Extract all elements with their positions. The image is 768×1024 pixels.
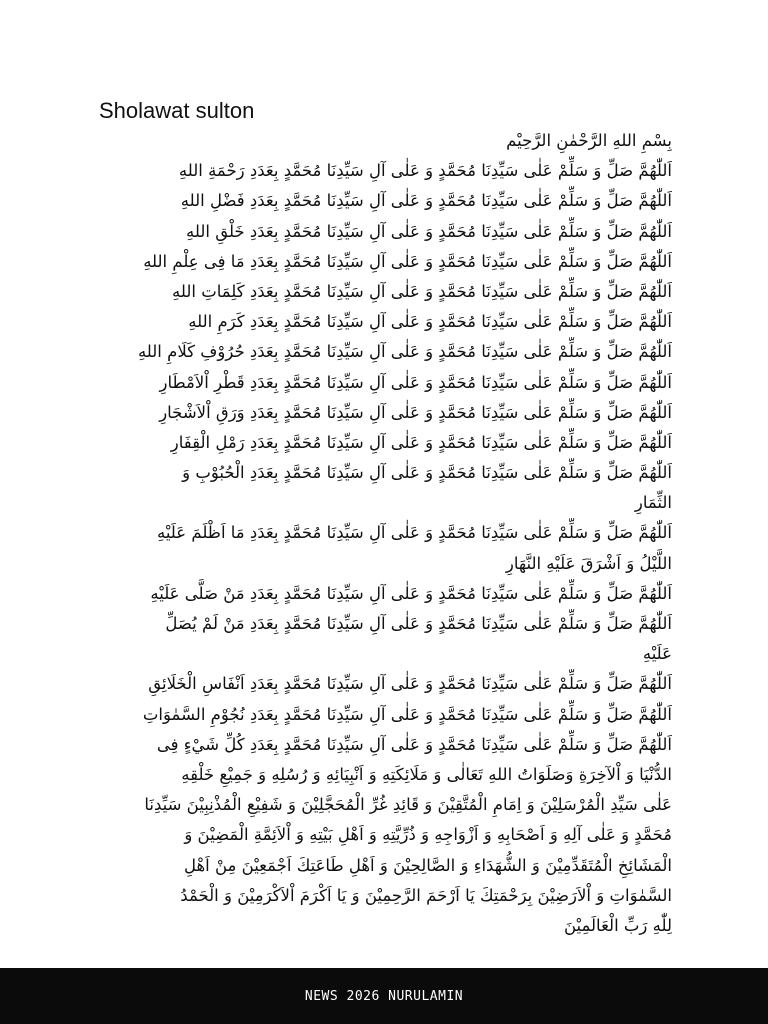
- arabic-line: اَللّٰهُمَّ صَلِّ وَ سَلِّمْ عَلٰى سَيِّدِنَا مُحَمَّدٍ وَ عَلٰى آلِ سَيِّدِنَا مُحَمَّدٍ بِعَدَدِ كُلِّ شَيْءٍ فِى: [156, 734, 672, 754]
- arabic-line: عَلٰى سَيِّدِ الْمُرْسَلِيْنَ وَ اِمَامِ الْمُتَّقِيْنَ وَ قَائِدِ غُرِّ الْمُحَجَّلِيْنَ وَ شَفِيْعِ الْمُذْنِبِيْنَ سَيِّدِنَا: [144, 795, 672, 815]
- arabic-line: لِلّٰهِ رَبِّ الْعَالَمِيْنَ: [563, 915, 672, 935]
- arabic-line: اَللّٰهُمَّ صَلِّ وَ سَلِّمْ عَلٰى سَيِّدِنَا مُحَمَّدٍ وَ عَلٰى آلِ سَيِّدِنَا مُحَمَّدٍ بِعَدَدِ اَنْفَاسِ الْخَلَائِقِ: [148, 674, 672, 694]
- footer-bar: [0, 968, 768, 1024]
- arabic-line: اَللّٰهُمَّ صَلِّ وَ سَلِّمْ عَلٰى سَيِّدِنَا مُحَمَّدٍ وَ عَلٰى آلِ سَيِّدِنَا مُحَمَّدٍ بِعَدَدِ نُجُوْمِ السَّمٰوَاتِ: [142, 704, 672, 724]
- arabic-line: اَللّٰهُمَّ صَلِّ وَ سَلِّمْ عَلٰى سَيِّدِنَا مُحَمَّدٍ وَ عَلٰى آلِ سَيِّدِنَا مُحَمَّدٍ بِعَدَدِ رَحْمَةِ اللهِ: [178, 161, 672, 181]
- arabic-line: اَللّٰهُمَّ صَلِّ وَ سَلِّمْ عَلٰى سَيِّدِنَا مُحَمَّدٍ وَ عَلٰى آلِ سَيِّدِنَا مُحَمَّدٍ بِعَدَدِ وَرَقِ اْلاَشْجَارِ: [159, 402, 672, 422]
- arabic-line: بِسْمِ اللهِ الرَّحْمٰنِ الرَّحِيْم: [506, 131, 672, 150]
- arabic-line: اَللّٰهُمَّ صَلِّ وَ سَلِّمْ عَلٰى سَيِّدِنَا مُحَمَّدٍ وَ عَلٰى آلِ سَيِّدِنَا مُحَمَّدٍ بِعَدَدِ مَا اَظْلَمَ عَلَيْهِ: [156, 523, 672, 543]
- arabic-line: السَّمٰوَاتِ وَ اْلاَرَضِيْنَ بِرَحْمَتِكَ يَا اَرْحَمَ الرَّحِمِيْنَ وَ يَا اَكْرَمَ اْلاَكْرَمِيْنَ وَ الْحَمْدُ: [180, 885, 672, 905]
- arabic-line: اَللّٰهُمَّ صَلِّ وَ سَلِّمْ عَلٰى سَيِّدِنَا مُحَمَّدٍ وَ عَلٰى آلِ سَيِّدِنَا مُحَمَّدٍ بِعَدَدِ حُرُوْفِ كَلَامِ اللهِ: [137, 342, 672, 362]
- arabic-line: اَللّٰهُمَّ صَلِّ وَ سَلِّمْ عَلٰى سَيِّدِنَا مُحَمَّدٍ وَ عَلٰى آلِ سَيِّدِنَا مُحَمَّدٍ بِعَدَدِ مَا فِى عِلْمِ اللهِ: [143, 251, 672, 271]
- arabic-line: اَللّٰهُمَّ صَلِّ وَ سَلِّمْ عَلٰى سَيِّدِنَا مُحَمَّدٍ وَ عَلٰى آلِ سَيِّدِنَا مُحَمَّدٍ بِعَدَدِ فَضْلِ اللهِ: [180, 191, 672, 211]
- arabic-line: الثِّمَارِ: [634, 493, 672, 513]
- arabic-line: اَللّٰهُمَّ صَلِّ وَ سَلِّمْ عَلٰى سَيِّدِنَا مُحَمَّدٍ وَ عَلٰى آلِ سَيِّدِنَا مُحَمَّدٍ بِعَدَدِ مَنْ لَمْ يُصَلِّ: [165, 614, 672, 633]
- arabic-text-block: [92, 126, 672, 935]
- arabic-line: اَللّٰهُمَّ صَلِّ وَ سَلِّمْ عَلٰى سَيِّدِنَا مُحَمَّدٍ وَ عَلٰى آلِ سَيِّدِنَا مُحَمَّدٍ بِعَدَدِ خَلْقِ اللهِ: [186, 221, 672, 241]
- arabic-line: اَللّٰهُمَّ صَلِّ وَ سَلِّمْ عَلٰى سَيِّدِنَا مُحَمَّدٍ وَ عَلٰى آلِ سَيِّدِنَا مُحَمَّدٍ بِعَدَدِ رَمْلِ الْقِفَارِ: [170, 432, 672, 452]
- arabic-line: اللَّيْلُ وَ اَشْرَقَ عَلَيْهِ النَّهَارِ: [505, 553, 672, 573]
- arabic-line: مُحَمَّدٍ وَ عَلٰى آلِهِ وَ اَصْحَابِهِ وَ اَزْوَاجِهِ وَ ذُرِّيَّتِهِ وَ اَهْلِ بَيْتِهِ وَ اْلاَئِمَّةِ الْمَضِيْنَ وَ: [184, 825, 672, 845]
- arabic-line: عَلَيْهِ: [642, 644, 672, 664]
- arabic-line: الْمَشَائِخِ الْمُتَقَدِّمِيْنَ وَ الشُّهَدَاءِ وَ الصَّالِحِيْنَ وَ اَهْلِ طَاعَتِكَ اَجْمَعِيْنَ مِنْ اَهْلِ: [183, 855, 672, 875]
- arabic-line: اَللّٰهُمَّ صَلِّ وَ سَلِّمْ عَلٰى سَيِّدِنَا مُحَمَّدٍ وَ عَلٰى آلِ سَيِّدِنَا مُحَمَّدٍ بِعَدَدِ الْحُبُوْبِ وَ: [182, 463, 672, 483]
- arabic-line: اَللّٰهُمَّ صَلِّ وَ سَلِّمْ عَلٰى سَيِّدِنَا مُحَمَّدٍ وَ عَلٰى آلِ سَيِّدِنَا مُحَمَّدٍ بِعَدَدِ مَنْ صَلَّى عَلَيْهِ: [150, 583, 672, 603]
- footer-caption: NEWS 2026 NURULAMIN: [304, 988, 464, 1004]
- document-title: Sholawat sulton: [99, 98, 255, 123]
- arabic-line: اَللّٰهُمَّ صَلِّ وَ سَلِّمْ عَلٰى سَيِّدِنَا مُحَمَّدٍ وَ عَلٰى آلِ سَيِّدِنَا مُحَمَّدٍ بِعَدَدِ قَطْرِ اْلاَمْطَارِ: [159, 372, 672, 392]
- arabic-line: اَللّٰهُمَّ صَلِّ وَ سَلِّمْ عَلٰى سَيِّدِنَا مُحَمَّدٍ وَ عَلٰى آلِ سَيِّدِنَا مُحَمَّدٍ بِعَدَدِ كَرَمِ اللهِ: [188, 312, 672, 332]
- arabic-line: الدُّنْيَا وَ اْلآخِرَةِ وَصَلَوَاتُ اللهِ تَعَالٰى وَ مَلَائِكَتِهِ وَ اَنْبِيَائِهِ وَ رُسُلِهِ وَ جَمِيْعِ خَلْقِهِ: [181, 764, 672, 784]
- arabic-line: اَللّٰهُمَّ صَلِّ وَ سَلِّمْ عَلٰى سَيِّدِنَا مُحَمَّدٍ وَ عَلٰى آلِ سَيِّدِنَا مُحَمَّدٍ بِعَدَدِ كَلِمَاتِ اللهِ: [172, 281, 672, 301]
